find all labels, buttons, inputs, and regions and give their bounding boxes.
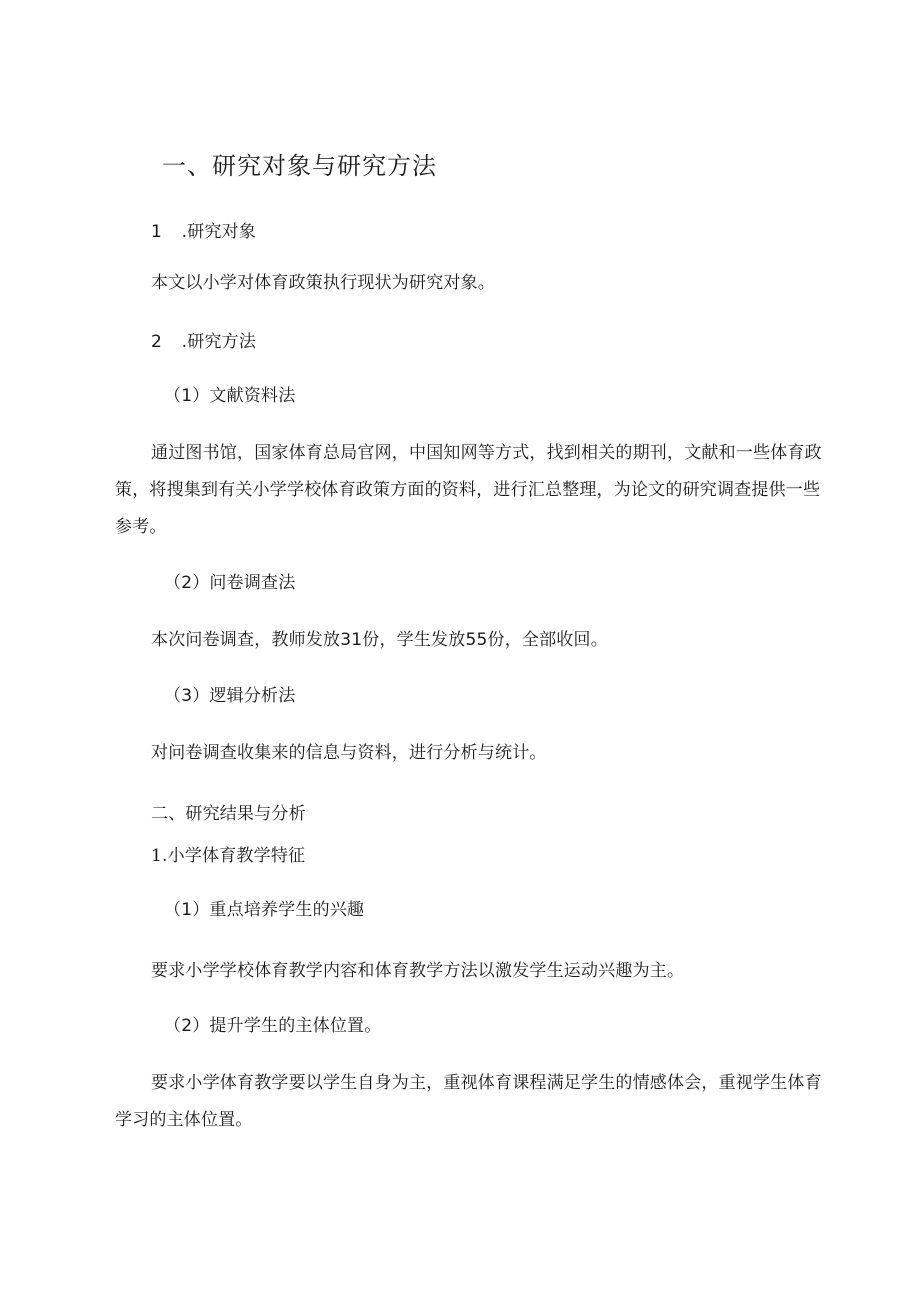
method3-heading xyxy=(164,686,295,706)
feature1-heading xyxy=(164,900,364,920)
item1-body: 本文以小学对体育政策执行现状为研究对象。 xyxy=(151,273,495,293)
feature2-body-line1: 要求小学体育教学要以学生自身为主，重视体育课程满足学生的情感体会，重视学生体育 xyxy=(151,1073,822,1093)
method1-body-line3: 参考。 xyxy=(115,517,167,537)
method2-heading xyxy=(164,573,295,593)
method3-title: 逻辑分析法 xyxy=(209,686,296,706)
method2-body-part1: 本次问卷调查，教师发放 xyxy=(151,630,341,650)
method1-heading xyxy=(164,386,295,406)
method2-number: （2） xyxy=(164,573,210,593)
method1-title: 文献资料法 xyxy=(209,386,296,406)
method1-body-line2: 策，将搜集到有关小学学校体育政策方面的资料，进行汇总整理，为论文的研究调查提供一些 xyxy=(115,480,821,500)
item2-number: 2 xyxy=(151,332,163,352)
method2-student-count: 55 xyxy=(465,630,488,650)
section2-heading: 二、研究结果与分析 xyxy=(151,804,306,824)
feature1-number: （1） xyxy=(164,900,210,920)
feature2-number: （2） xyxy=(164,1016,210,1036)
method1-number: （1） xyxy=(164,386,210,406)
item1-title: .研究对象 xyxy=(181,222,257,242)
method3-body: 对问卷调查收集来的信息与资料，进行分析与统计。 xyxy=(151,743,547,763)
method2-body-part3: 份，全部收回。 xyxy=(487,630,608,650)
method2-body-part2: 份，学生发放 xyxy=(362,630,466,650)
item2-heading xyxy=(151,332,256,352)
method2-body xyxy=(151,630,608,650)
item1-heading xyxy=(151,222,256,242)
feature2-title: 提升学生的主体位置。 xyxy=(209,1016,382,1036)
method2-title: 问卷调查法 xyxy=(209,573,296,593)
method1-body-line1: 通过图书馆，国家体育总局官网，中国知网等方式，找到相关的期刊，文献和一些体育政 xyxy=(151,443,822,463)
method3-number: （3） xyxy=(164,686,210,706)
item1-number: 1 xyxy=(151,222,163,242)
feature1-body: 要求小学学校体育教学内容和体育教学方法以激发学生运动兴趣为主。 xyxy=(151,961,685,981)
feature2-heading xyxy=(164,1016,381,1036)
sub1-heading: 1.小学体育教学特征 xyxy=(151,846,306,866)
section1-heading: 一、研究对象与研究方法 xyxy=(162,152,437,180)
method2-teacher-count: 31 xyxy=(340,630,363,650)
item2-title: .研究方法 xyxy=(181,332,257,352)
feature2-body-line2: 学习的主体位置。 xyxy=(115,1110,253,1130)
feature1-title: 重点培养学生的兴趣 xyxy=(209,900,365,920)
